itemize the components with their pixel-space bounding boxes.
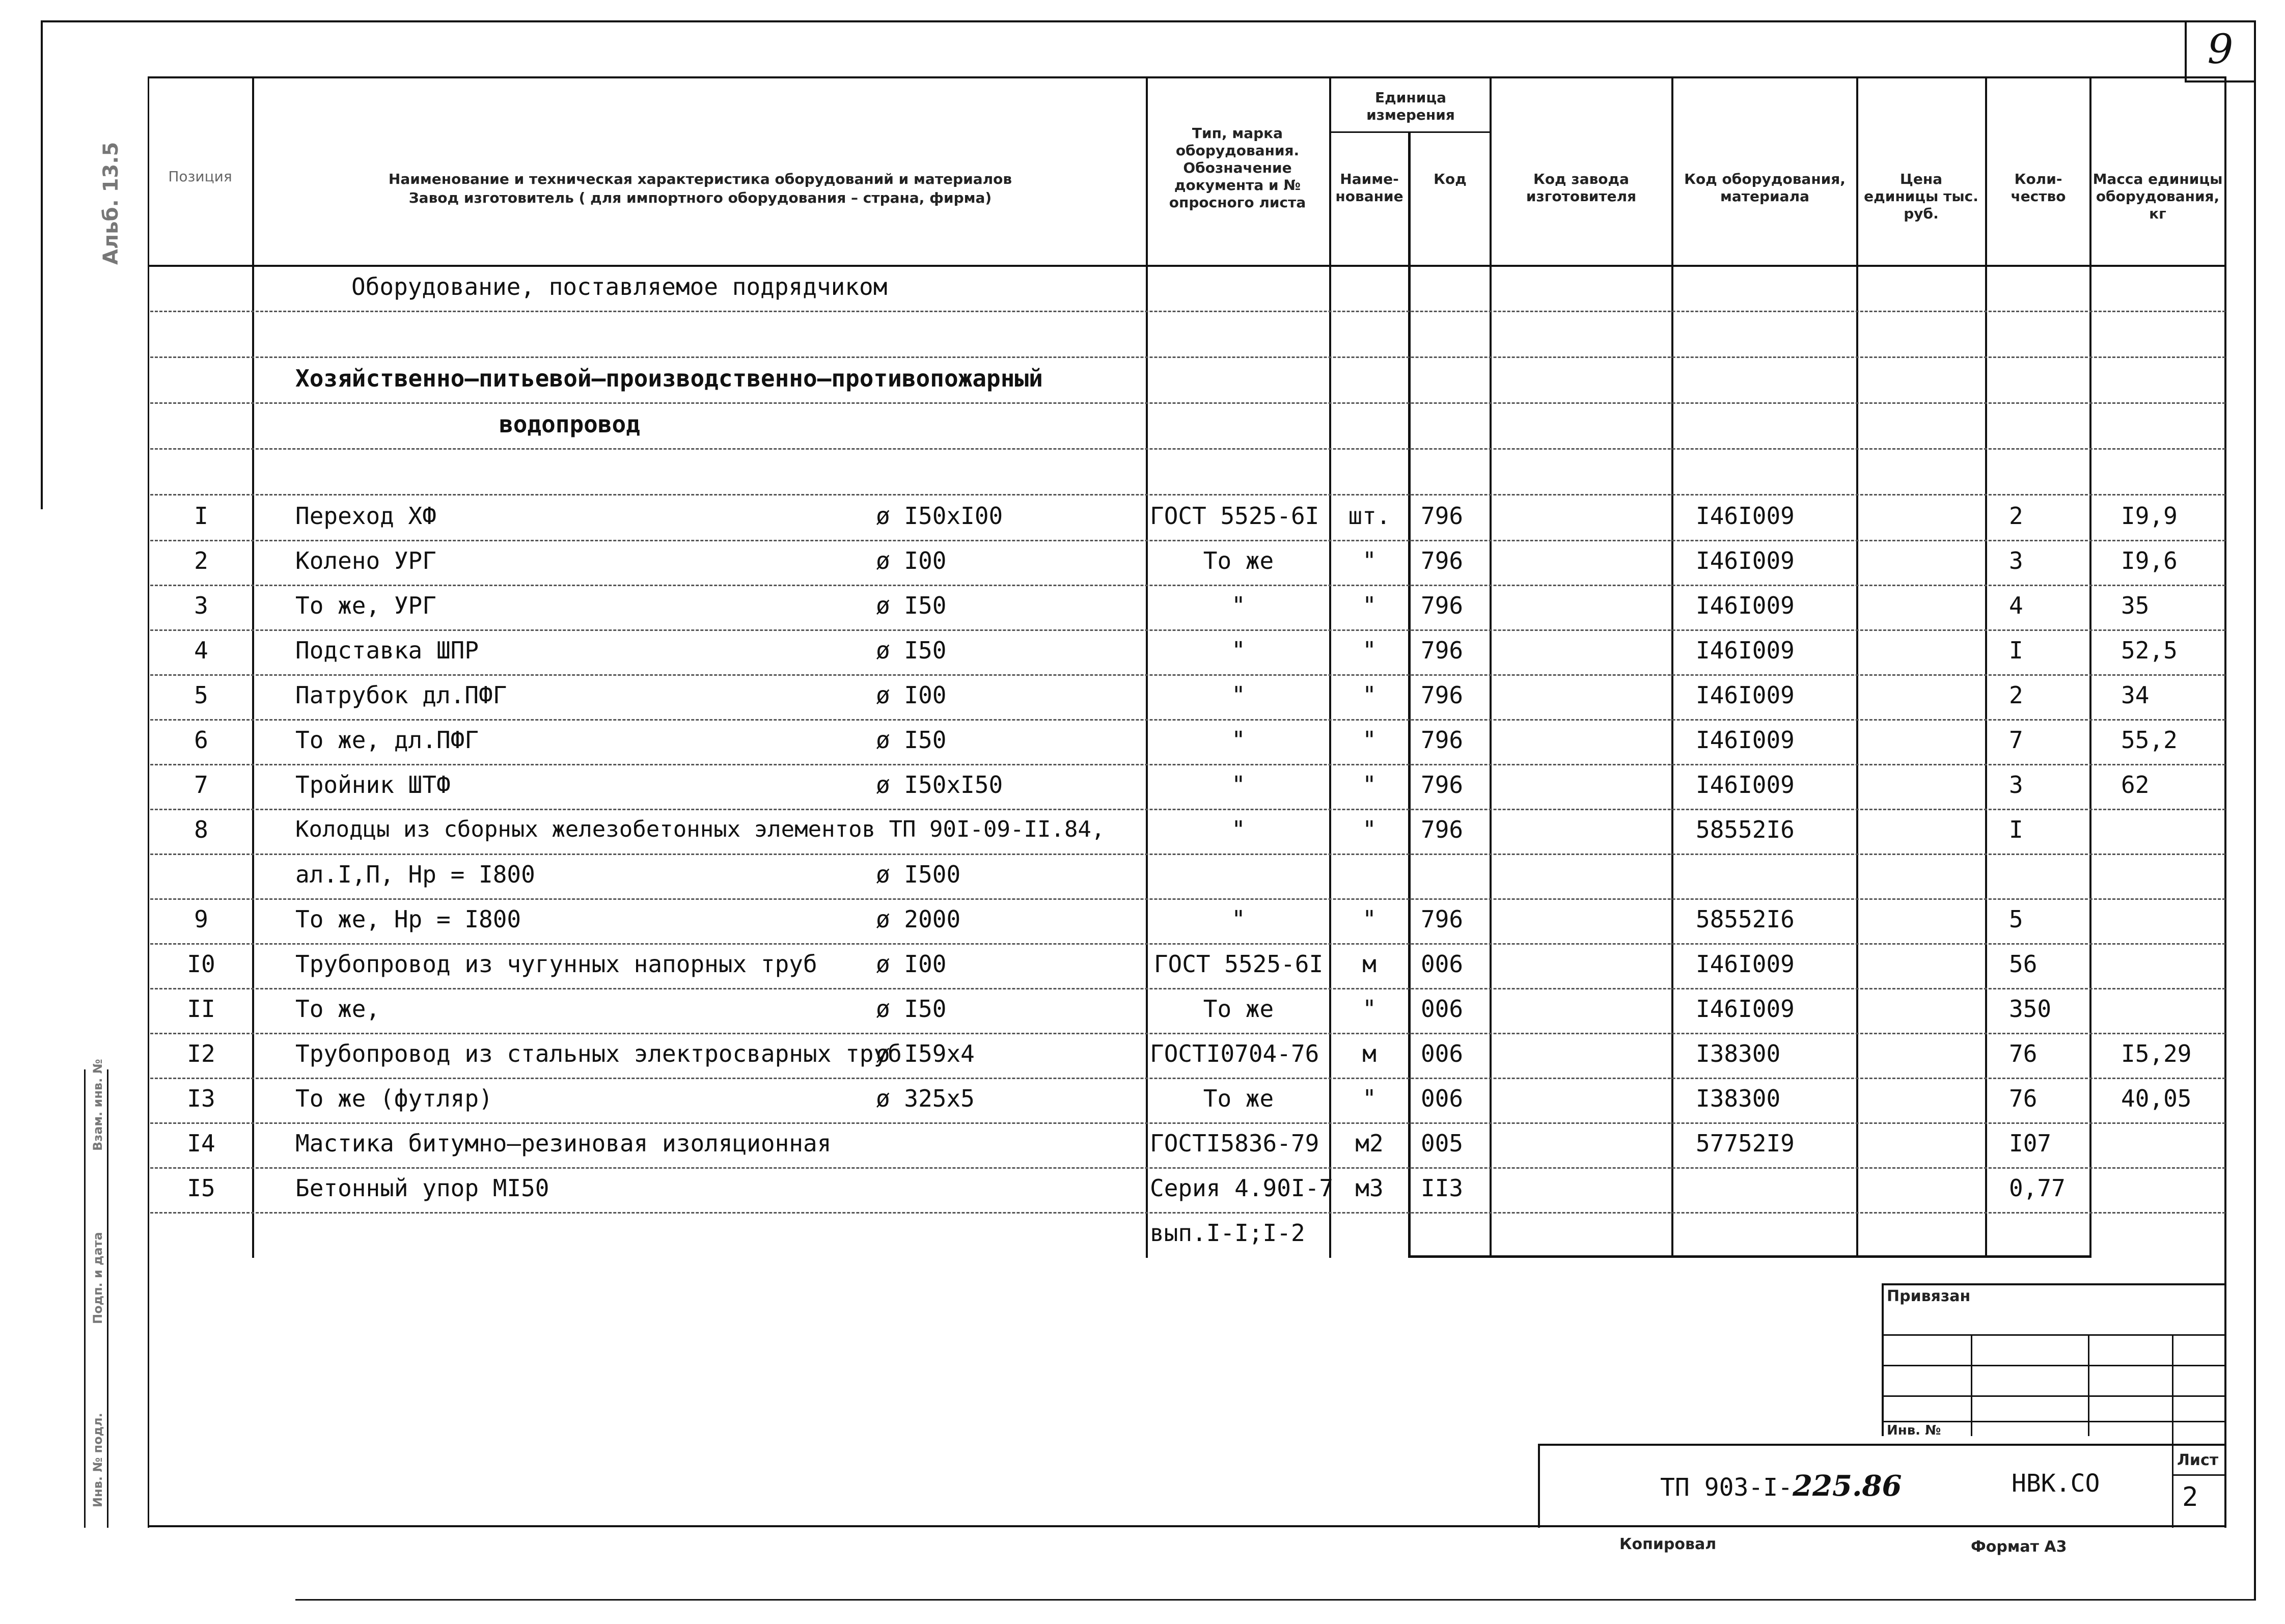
row-unit: м	[1362, 950, 1376, 978]
row-unit: м2	[1355, 1130, 1384, 1157]
row-equip-code: 58552I6	[1696, 905, 1795, 933]
row-unit-code: 796	[1421, 502, 1464, 530]
row-pos: 4	[194, 637, 208, 664]
row-equip-code: I46I009	[1696, 950, 1795, 978]
hdr-type: Тип, марка оборудования. Обозначение документа и № опросного листа	[1169, 125, 1306, 211]
row-qty: 350	[2009, 995, 2052, 1023]
row-type: "	[1231, 726, 1246, 754]
row-unit-code: 006	[1421, 1085, 1464, 1112]
row-qty: 2	[2009, 502, 2023, 530]
row-name: То же (футляр)	[295, 1085, 493, 1112]
row-pos: I3	[187, 1085, 215, 1112]
header-bottom	[148, 265, 2225, 267]
row-diameter: ø I50	[876, 726, 947, 754]
row-pos: I5	[187, 1174, 215, 1202]
row-unit-code: 006	[1421, 995, 1464, 1023]
row-qty: 4	[2009, 592, 2023, 619]
row-equip-code: I46I009	[1696, 995, 1795, 1023]
row-name: Тройник ШТФ	[295, 771, 451, 799]
row-qty: 2	[2009, 681, 2023, 709]
row-unit-code: II3	[1421, 1174, 1464, 1202]
row-type: ГОСТI5836-79	[1150, 1130, 1319, 1157]
hdr-equip-code: Код оборудования, материала	[1684, 171, 1846, 205]
sheet-label: Лист	[2177, 1451, 2219, 1469]
row-diameter: ø I50	[876, 592, 947, 619]
row-qty: 76	[2009, 1085, 2038, 1112]
row-mass: I5,29	[2121, 1040, 2192, 1067]
row-diameter: ø I00	[876, 547, 947, 574]
row-unit-code: 006	[1421, 950, 1464, 978]
row-pos: 8	[194, 816, 208, 843]
row-equip-code: I46I009	[1696, 771, 1795, 799]
hdr-price: Цена единицы тыс. руб.	[1864, 171, 1978, 222]
row-mass: 34	[2121, 681, 2150, 709]
copied-label: Копировал	[1619, 1535, 1717, 1553]
row-type: ГОСТ 5525-6I	[1150, 502, 1319, 530]
row-unit: "	[1362, 816, 1376, 843]
row-pos: 7	[194, 771, 208, 799]
row-type: То же	[1203, 1085, 1274, 1112]
row-unit: шт.	[1348, 502, 1391, 530]
row-type: "	[1231, 637, 1246, 664]
row-name: То же,	[295, 995, 380, 1023]
row-qty: I	[2009, 637, 2023, 664]
row-equip-code: I46I009	[1696, 502, 1795, 530]
section-title: Оборудование, поставляемое подрядчиком	[351, 273, 888, 300]
strip-label-sign: Подп. и дата	[91, 1232, 105, 1324]
row-diameter: ø 2000	[876, 905, 961, 933]
row-unit-code: 796	[1421, 637, 1464, 664]
row-diameter: ø I50	[876, 637, 947, 664]
row-diameter: ø I50xI50	[876, 771, 1003, 799]
row-diameter: ø I00	[876, 950, 947, 978]
row-name: То же, УРГ	[295, 592, 436, 619]
row-pos: 6	[194, 726, 208, 754]
row-unit-code: 005	[1421, 1130, 1464, 1157]
row-type: Серия 4.90I-7	[1150, 1174, 1334, 1202]
row-pos: 9	[194, 905, 208, 933]
row-type: "	[1231, 771, 1246, 799]
row-qty: I	[2009, 816, 2023, 843]
row-name: Патрубок дл.ПФГ	[295, 681, 507, 709]
row-diameter: ø I50	[876, 995, 947, 1023]
row-pos: I4	[187, 1130, 215, 1157]
frame-right	[2254, 20, 2256, 1599]
side-stamp: Альб. 13.5	[99, 142, 123, 265]
row-mass: 52,5	[2121, 637, 2178, 664]
row-name: То же, Нр = I800	[295, 905, 521, 933]
doc-code: НВК.СО	[2012, 1469, 2100, 1498]
row-pos: I	[194, 502, 208, 530]
row-qty: 3	[2009, 771, 2023, 799]
strip-label-inv: Взам. инв. №	[91, 1059, 105, 1151]
hdr-unit: Единица измерения	[1366, 89, 1455, 123]
row-unit-code: 796	[1421, 592, 1464, 619]
row-mass: 62	[2121, 771, 2150, 799]
row-equip-code: I38300	[1696, 1085, 1781, 1112]
row-equip-code: I46I009	[1696, 726, 1795, 754]
row-type: вып.I-I;I-2	[1150, 1219, 1305, 1247]
row-unit: "	[1362, 995, 1376, 1023]
row-unit: м	[1362, 1040, 1376, 1067]
row-type: "	[1231, 592, 1246, 619]
corner-sheet-number: 9	[2207, 25, 2234, 73]
row-unit-code: 796	[1421, 771, 1464, 799]
row-diameter: ø 325x5	[876, 1085, 975, 1112]
row-equip-code: I46I009	[1696, 637, 1795, 664]
row-unit: "	[1362, 1085, 1376, 1112]
row-pos: 3	[194, 592, 208, 619]
row-pos: I2	[187, 1040, 215, 1067]
row-pos: 2	[194, 547, 208, 574]
row-unit-code: 796	[1421, 905, 1464, 933]
row-unit: "	[1362, 592, 1376, 619]
row-type: ГОСТI0704-76	[1150, 1040, 1319, 1067]
row-name: Мастика битумно–резиновая изоляционная	[295, 1130, 832, 1157]
row-unit-code: 796	[1421, 816, 1464, 843]
row-pos: I0	[187, 950, 215, 978]
row-equip-code: I46I009	[1696, 681, 1795, 709]
row-mass: 55,2	[2121, 726, 2178, 754]
frame-top	[41, 20, 2256, 22]
row-equip-code: I38300	[1696, 1040, 1781, 1067]
doc-number-handwritten: 225.86	[1793, 1469, 1902, 1503]
row-type: То же	[1203, 547, 1274, 574]
row-pos: 5	[194, 681, 208, 709]
format-label: Формат А3	[1971, 1538, 2067, 1556]
table-bottom	[148, 1525, 2225, 1527]
row-diameter: ø I500	[876, 861, 961, 888]
row-unit: "	[1362, 726, 1376, 754]
row-qty: 76	[2009, 1040, 2038, 1067]
row-unit-code: 796	[1421, 681, 1464, 709]
row-unit: "	[1362, 905, 1376, 933]
row-unit-code: 796	[1421, 726, 1464, 754]
row-qty: I07	[2009, 1130, 2052, 1157]
row-name: Подставка ШПР	[295, 637, 479, 664]
hdr-mass: Масса единицы оборудования, кг	[2093, 171, 2223, 222]
row-unit-code: 006	[1421, 1040, 1464, 1067]
row-name: Трубопровод из стальных электросварных труб	[295, 1040, 902, 1067]
row-qty: 0,77	[2009, 1174, 2066, 1202]
row-name: Переход ХФ	[295, 502, 436, 530]
hdr-unit-code: Код	[1434, 171, 1467, 187]
stamp-inv-label: Инв. №	[1887, 1423, 1941, 1438]
row-diameter: ø I59x4	[876, 1040, 975, 1067]
row-name: Колодцы из сборных железобетонных элементов ТП 90I-09-II.84,	[295, 816, 1105, 842]
row-name: ал.I,П, Нр = I800	[295, 861, 535, 888]
hdr-name-2: Завод изготовитель ( для импортного оборудования – страна, фирма)	[408, 189, 992, 206]
row-mass: 40,05	[2121, 1085, 2192, 1112]
row-type: "	[1231, 681, 1246, 709]
row-mass: I9,9	[2121, 502, 2178, 530]
row-mass: I9,6	[2121, 547, 2178, 574]
row-unit: "	[1362, 771, 1376, 799]
table-top	[148, 76, 2225, 78]
row-name: Трубопровод из чугунных напорных труб	[295, 950, 817, 978]
hdr-qty: Коли- чество	[2011, 171, 2066, 205]
hdr-factory-code: Код завода изготовителя	[1526, 171, 1637, 205]
frame-left-upper	[41, 20, 43, 509]
stamp-attached-label: Привязан	[1887, 1287, 1971, 1305]
row-unit: "	[1362, 637, 1376, 664]
sheet-number: 2	[2182, 1482, 2198, 1512]
row-equip-code: I46I009	[1696, 592, 1795, 619]
frame-bottom	[295, 1599, 2256, 1601]
row-name: Колено УРГ	[295, 547, 436, 574]
row-equip-code: I46I009	[1696, 547, 1795, 574]
row-mass: 35	[2121, 592, 2150, 619]
doc-number-prefix: ТП 903-I-	[1660, 1473, 1793, 1502]
row-name: То же, дл.ПФГ	[295, 726, 479, 754]
row-type: ГОСТ 5525-6I	[1153, 950, 1324, 978]
row-type: "	[1231, 816, 1246, 843]
table-right	[2224, 76, 2226, 1528]
hdr-name-1: Наименование и техническая характеристика оборудований и материалов	[388, 171, 1012, 187]
subsection-line-1: Хозяйственно–питьевой–производственно–противопожарный	[295, 365, 1043, 392]
row-unit: "	[1362, 681, 1376, 709]
row-qty: 5	[2009, 905, 2023, 933]
row-qty: 56	[2009, 950, 2038, 978]
doc-number	[1660, 1469, 1902, 1503]
row-unit: "	[1362, 547, 1376, 574]
hdr-pos: Позиция	[168, 168, 232, 185]
row-diameter: ø I00	[876, 681, 947, 709]
row-equip-code: 57752I9	[1696, 1130, 1795, 1157]
row-pos: II	[187, 995, 215, 1023]
row-type: То же	[1203, 995, 1274, 1023]
hdr-unit-name: Наиме- нование	[1335, 171, 1403, 205]
table-left	[148, 76, 149, 1528]
row-qty: 3	[2009, 547, 2023, 574]
row-name: Бетонный упор МI50	[295, 1174, 549, 1202]
subsection-line-2: водопровод	[499, 410, 640, 438]
row-diameter: ø I50xI00	[876, 502, 1003, 530]
row-equip-code: 58552I6	[1696, 816, 1795, 843]
row-qty: 7	[2009, 726, 2023, 754]
row-unit-code: 796	[1421, 547, 1464, 574]
row-type: "	[1231, 905, 1246, 933]
strip-label-orig: Инв. № подл.	[91, 1413, 105, 1507]
row-unit: м3	[1355, 1174, 1384, 1202]
